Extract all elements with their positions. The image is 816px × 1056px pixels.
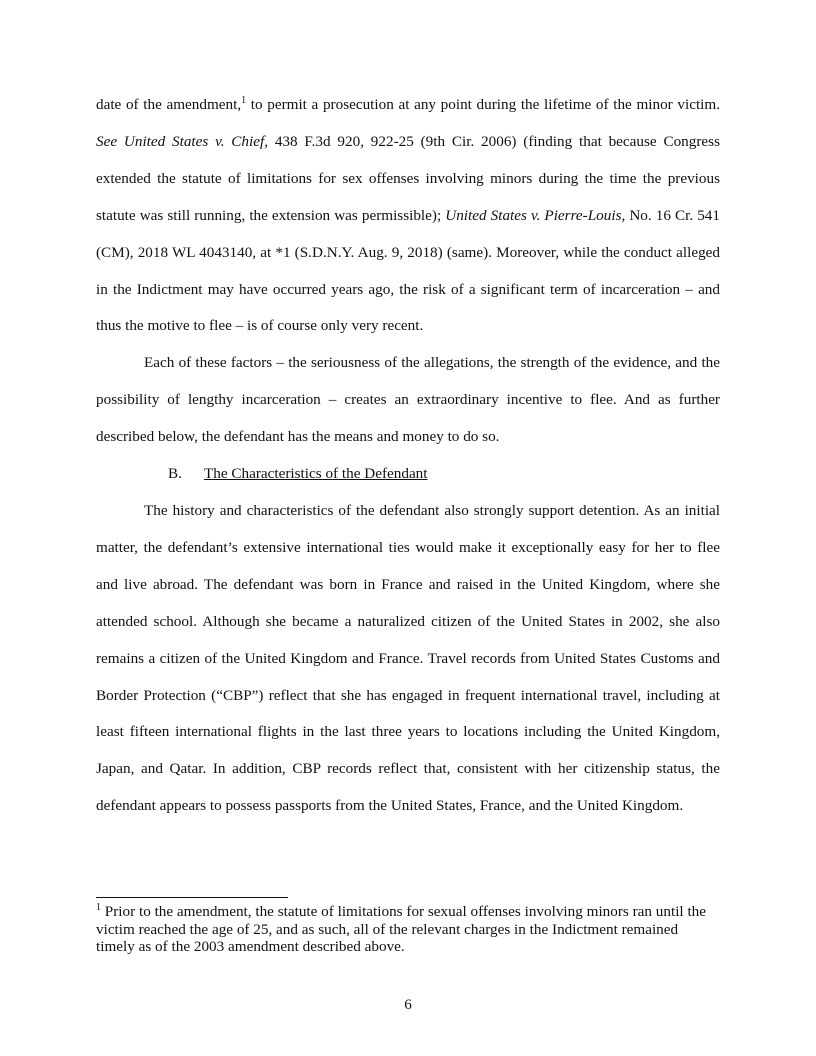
page-number: 6: [404, 996, 412, 1013]
section-heading-title: The Characteristics of the Defendant: [204, 465, 428, 483]
footnote: [96, 903, 720, 956]
section-heading: [96, 456, 720, 493]
paragraph-1-text-c: , 438 F.3d 920, 922-25 (9th Cir. 2006) (finding that because Congress extended the statute of limitations for sex offenses involving minors during the time the previous statute was still running, the extension was permissible);: [96, 132, 720, 224]
paragraph-1-text-b: to permit a prosecution at any point during the lifetime of the minor victim.: [246, 96, 720, 113]
body-text: [96, 87, 720, 825]
footnote-number: 1: [96, 901, 101, 913]
paragraph-3: The history and characteristics of the defendant also strongly support detention. As an initial matter, the defendant’s extensive international ties would make it exceptionally easy for her to flee and live abroad. The defendant was born in France and raised in the United Kingdom, where she attended school. Although she became a naturalized citizen of the United States in 2002, she also remains a citizen of the United Kingdom and France. Travel records from United States Customs and Border Protection (“CBP”) reflect that she has engaged in frequent international travel, including at least fifteen international flights in the last three years to locations including the United Kingdom, Japan, and Qatar. In addition, CBP records reflect that, consistent with her citizenship status, the defendant appears to possess passports from the United States, France, and the United Kingdom.: [96, 501, 720, 815]
paragraph-1: [96, 87, 720, 345]
case-citation-chief: See United States v. Chief: [96, 132, 265, 150]
paragraph-1-text-d: , No. 16 Cr. 541 (CM), 2018 WL 4043140, at *1 (S.D.N.Y. Aug. 9, 2018) (same). Moreover, while the conduct alleged in the Indictment may have occurred years ago, the risk of a significant term of incarceration – and thus the motive to flee – is of course only very recent.: [96, 206, 720, 335]
section-heading-letter: B.: [168, 465, 182, 483]
footnote-text: Prior to the amendment, the statute of limitations for sexual offenses involving minors ran until the victim reached the age of 25, and as such, all of the relevant charges in the Indictment remained timely as of the 2003 amendment described above.: [96, 903, 707, 955]
paragraph-1-text-a: date of the amendment,: [96, 96, 242, 113]
footnote-reference: 1: [241, 94, 247, 106]
paragraph-2: Each of these factors – the seriousness of the allegations, the strength of the evidence, and the possibility of lengthy incarceration – creates an extraordinary incentive to flee. And as further described below, the defendant has the means and money to do so.: [96, 354, 720, 446]
case-citation-pierre-louis: United States v. Pierre-Louis: [445, 206, 622, 224]
footnote-divider: [96, 897, 288, 898]
